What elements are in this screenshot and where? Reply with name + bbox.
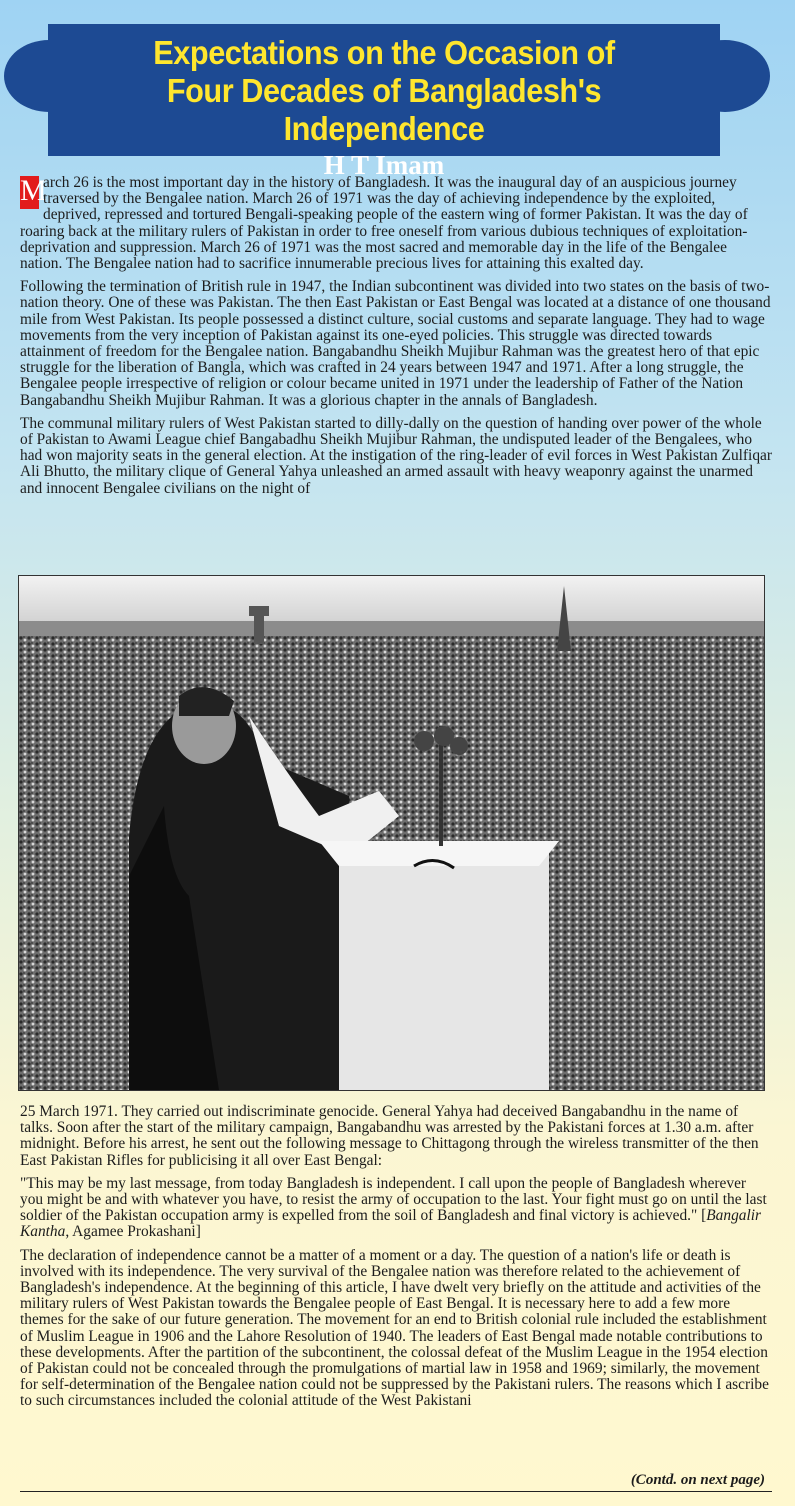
article-upper-text <box>20 175 772 504</box>
paragraph-5-quote <box>20 1176 772 1241</box>
paragraph-3: The communal military rulers of West Pakistan started to dilly-dally on the question of handing over power of the whole of Pakistan to Awami League chief Bangabadhu Sheikh Mujibur Rahman, the undisputed leader of the Bengalees, who had won majority seats in the general election. At the instigation of the ring-leader of evil forces in West Pakistan Zulfiqar Ali Bhutto, the military clique of General Yahya unleashed an armed assault with heavy weaponry against the unarmed and innocent Bengalee civilians on the night of <box>20 414 772 497</box>
page-title-line-1: Expectations on the Occasion of <box>153 34 615 71</box>
quote-text: "This may be my last message, from today Bangladesh is independent. I call upon the people of Bangladesh wherever you might be and with whatever you have, to resist the army of occupation to the last. Your fight must go on until the last soldier of the Pakistan occupation army is expelled from the soil of Bangladesh and final victory is achieved." [ <box>20 1174 767 1225</box>
paragraph-6: The declaration of independence cannot be a matter of a moment or a day. The question of a nation's life or death is involved with its independence. The very survival of the Bengalee nation was therefore related to the achievement of Bangladesh's independence. At the beginning of this article, I have dwelt very briefly on the attitude and activities of the military rulers of West Pakistan towards the Bengalee people of East Bengal. It is necessary here to add a few more themes for the sake of our future generation. The movement for an end to British colonial rule included the establishment of Muslim League in 1906 and the Lahore Resolution of 1940. The leaders of East Bengal made notable contributions to these developments. After the partition of the subcontinent, the colossal defeat of the Muslim League in the 1954 election of Pakistan could not be concealed through the promulgations of martial law in 1958 and 1969; similarly, the movement for self-determination of the Bengalee nation could not be suppressed by the Pakistani rulers. The reasons which I ascribe to such circumstances included the colonial attitude of the West Pakistani <box>20 1246 769 1410</box>
rally-photo <box>18 575 765 1091</box>
article-lower-text <box>20 1104 772 1417</box>
paragraph-1-text: arch 26 is the most important day in the history of Bangladesh. It was the inaugural day of an auspicious journey traversed by the Bengalee nation. March 26 of 1971 was the day of achieving independence by the exploited, deprived, repressed and tortured Bengali-speaking people of the eastern wing of former Pakistan. It was the day of roaring back at the military rulers of Pakistan in order to free oneself from various dubious techniques of exploitation-deprivation and suppression. March 26 of 1971 was the most sacred and memorable day in the life of the Bengalee nation. The Bengalee nation had to sacrifice innumerable precious lives for attaining this exalted day. <box>20 174 748 273</box>
paragraph-4: 25 March 1971. They carried out indiscriminate genocide. General Yahya had deceived Bangabandhu in the name of talks. Soon after the start of the military campaign, Bangabandhu was arrested by the Pakistani forces at 1.30 a.m. after midnight. Before his arrest, he sent out the following message to Chittagong through the wireless transmitter of the then East Pakistan Rifles for publicising it all over East Bengal: <box>20 1103 759 1169</box>
author-name: H T Imam <box>323 150 445 180</box>
drop-cap: M <box>20 174 47 207</box>
page-title-line-2: Four Decades of Bangladesh's Independence <box>166 72 602 147</box>
rally-photo-illustration <box>19 576 764 1090</box>
paragraph-2: Following the termination of British rule in 1947, the Indian subcontinent was divided into two states on the basis of two-nation theory. One of these was Pakistan. The then East Pakistan or East Bengal was located at a distance of one thousand mile from West Pakistan. Its people possessed a distinct culture, social customs and separate language. They had to wage movements from the very inception of Pakistan against its one-eyed policies. This struggle was directed towards attainment of freedom for the Bengalee nation. Bangabandhu Sheikh Mujibur Rahman was the greatest hero of that epic struggle for the liberation of Bangla, which was crafted in 24 years between 1947 and 1971. After a long struggle, the Bengalee people irrespective of religion or colour became united in 1971 under the leadership of Father of the Nation Bangabandhu Sheikh Mujibur Rahman. It was a glorious chapter in the annals of Bangladesh. <box>20 278 771 409</box>
quote-citation-publisher: , Agamee Prokashani] <box>65 1223 201 1241</box>
paragraph-1 <box>20 175 772 272</box>
continued-note: (Contd. on next page) <box>630 1472 765 1488</box>
quote-citation-title: Bangalir Kantha <box>20 1207 762 1241</box>
bottom-rule <box>20 1491 772 1492</box>
title-banner <box>48 24 720 180</box>
